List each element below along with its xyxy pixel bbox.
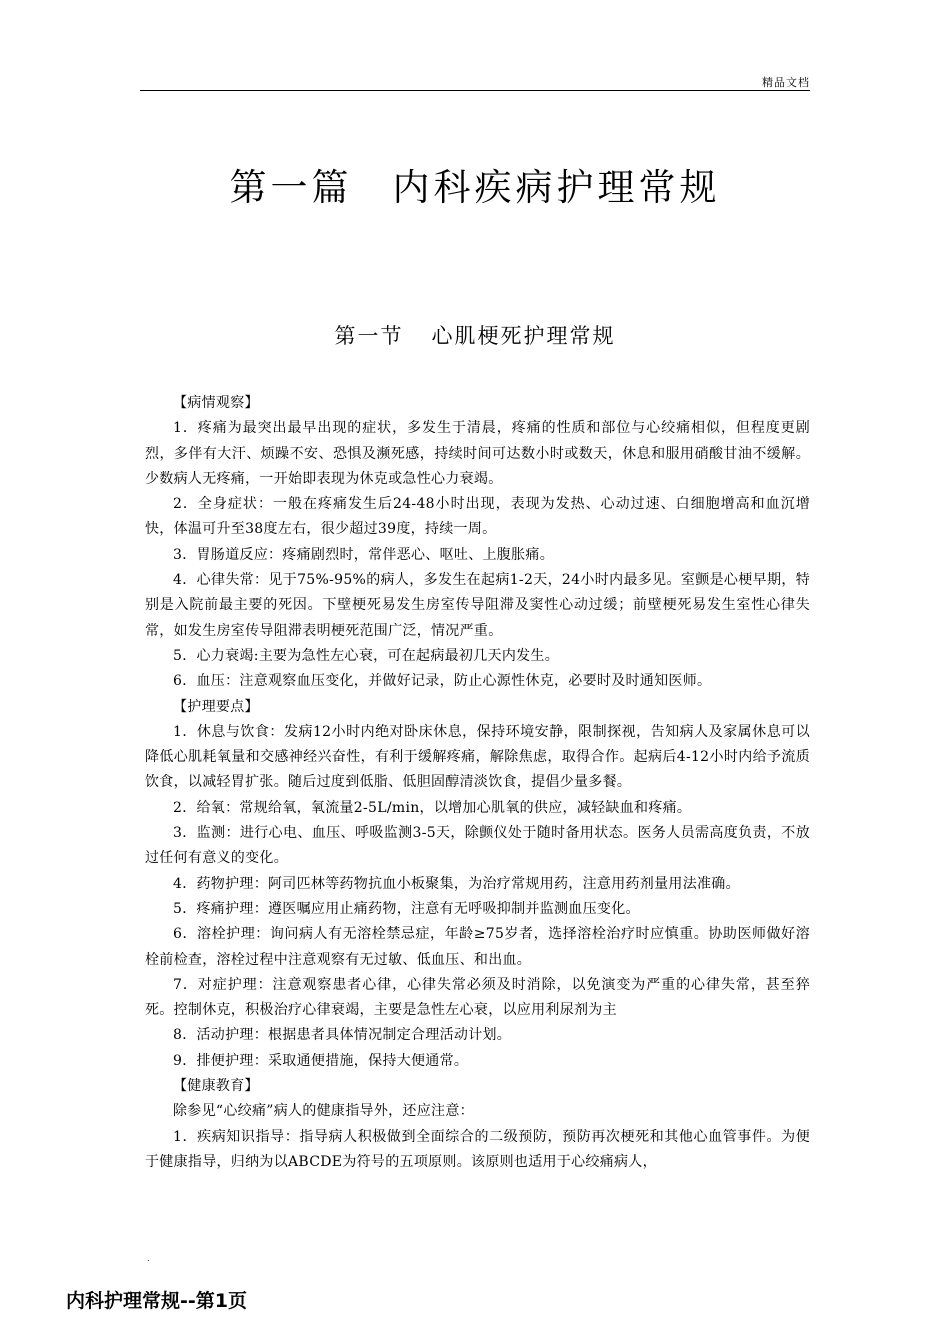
- header-mark: 精品文档: [762, 76, 810, 89]
- header-rule: [140, 90, 810, 91]
- page-footer: 内科护理常规--第1页: [66, 1290, 247, 1312]
- section-title: [140, 320, 810, 350]
- paragraph: 6．血压：注意观察血压变化，并做好记录，防止心源性休克，必要时及时通知医师。: [173, 673, 712, 690]
- section-text: 心肌梗死护理常规: [431, 324, 616, 348]
- body-text: [145, 391, 810, 1175]
- paragraph: 3．监测：进行心电、血压、呼吸监测3-5天，除颤仪处于随时备用状态。医务人员需高度负责，不放过任何有意义的变化。: [145, 825, 810, 867]
- paragraph: 4．药物护理：阿司匹林等药物抗血小板聚集，为治疗常规用药，注意用药剂量用法准确。: [173, 875, 740, 892]
- page-title: [140, 157, 810, 211]
- paragraph: 8．活动护理：根据患者具体情况制定合理活动计划。: [173, 1027, 512, 1044]
- paragraph: 2．全身症状：一般在疼痛发生后24-48小时出现，表现为发热、心动过速、白细胞增高和血沉增快，体温可升至38度左右，很少超过39度，持续一周。: [145, 496, 810, 538]
- paragraph: 1．疾病知识指导：指导病人积极做到全面综合的二级预防，预防再次梗死和其他心血管事件。为便于健康指导，归纳为以ABCDE为符号的五项原则。该原则也适用于心绞痛病人，: [145, 1128, 810, 1170]
- section-heading: 【护理要点】: [173, 698, 259, 715]
- paragraph: 9．排便护理：采取通便措施，保持大便通常。: [173, 1052, 469, 1069]
- paragraph: 3．胃肠道反应：疼痛剧烈时，常伴恶心、呕吐、上腹胀痛。: [173, 546, 555, 563]
- paragraph: 除参见“心绞痛”病人的健康指导外，还应注意：: [173, 1103, 474, 1120]
- paragraph: 5．疼痛护理：遵医嘱应用止痛药物，注意有无呼吸抑制并监测血压变化。: [173, 900, 640, 917]
- paragraph: 2．给氧：常规给氧，氧流量2-5L/min，以增加心肌氧的供应，减轻缺血和疼痛。: [173, 799, 692, 816]
- paragraph: 1．疼痛为最突出最早出现的症状，多发生于清晨，疼痛的性质和部位与心绞痛相似，但程度更剧烈，多伴有大汗、烦躁不安、恐惧及濒死感，持续时间可达数小时或数天，休息和服用硝酸甘油不缓解。少数病人无疼痛，一开始即表现为休克或急性心力衰竭。: [145, 420, 810, 487]
- paragraph: 7．对症护理：注意观察患者心律，心律失常必须及时消除，以免演变为严重的心律失常，甚至猝死。控制休克，积极治疗心律衰竭，主要是急性左心衰，以应用利尿剂为主: [145, 976, 810, 1019]
- paragraph: 4．心律失常：见于75%-95%的病人，多发生在起病1-2天，24小时内最多见。室颤是心梗早期，特别是入院前最主要的死因。下壁梗死易发生房室传导阻滞及窦性心动过缓；前壁梗死易发生室性心律失常，如发生房室传导阻滞表明梗死范围广泛，情况严重。: [145, 572, 810, 639]
- title-part: 第一篇: [229, 166, 353, 209]
- paragraph: 5．心力衰竭:主要为急性左心衰，可在起病最初几天内发生。: [173, 647, 560, 664]
- section-number: 第一节: [334, 324, 404, 348]
- section-heading: 【健康教育】: [173, 1078, 259, 1095]
- paragraph: 6．溶栓护理：询问病人有无溶栓禁忌症，年龄≥75岁者，选择溶栓治疗时应慎重。协助医师做好溶栓前检查，溶栓过程中注意观察有无过敏、低血压、和出血。: [145, 926, 810, 968]
- title-text: 内科疾病护理常规: [392, 166, 721, 209]
- paragraph: 1．休息与饮食：发病12小时内绝对卧床休息，保持环境安静，限制探视，告知病人及家属休息可以降低心肌耗氧量和交感神经兴奋性，有利于缓解疼痛，解除焦虑，取得合作。起病后4-12小时内给予流质饮食，以减轻胃扩张。随后过度到低脂、低胆固醇清淡饮食，提倡少量多餐。: [145, 723, 810, 791]
- page-dot: .: [147, 1254, 150, 1263]
- section-heading: 【病情观察】: [173, 395, 259, 411]
